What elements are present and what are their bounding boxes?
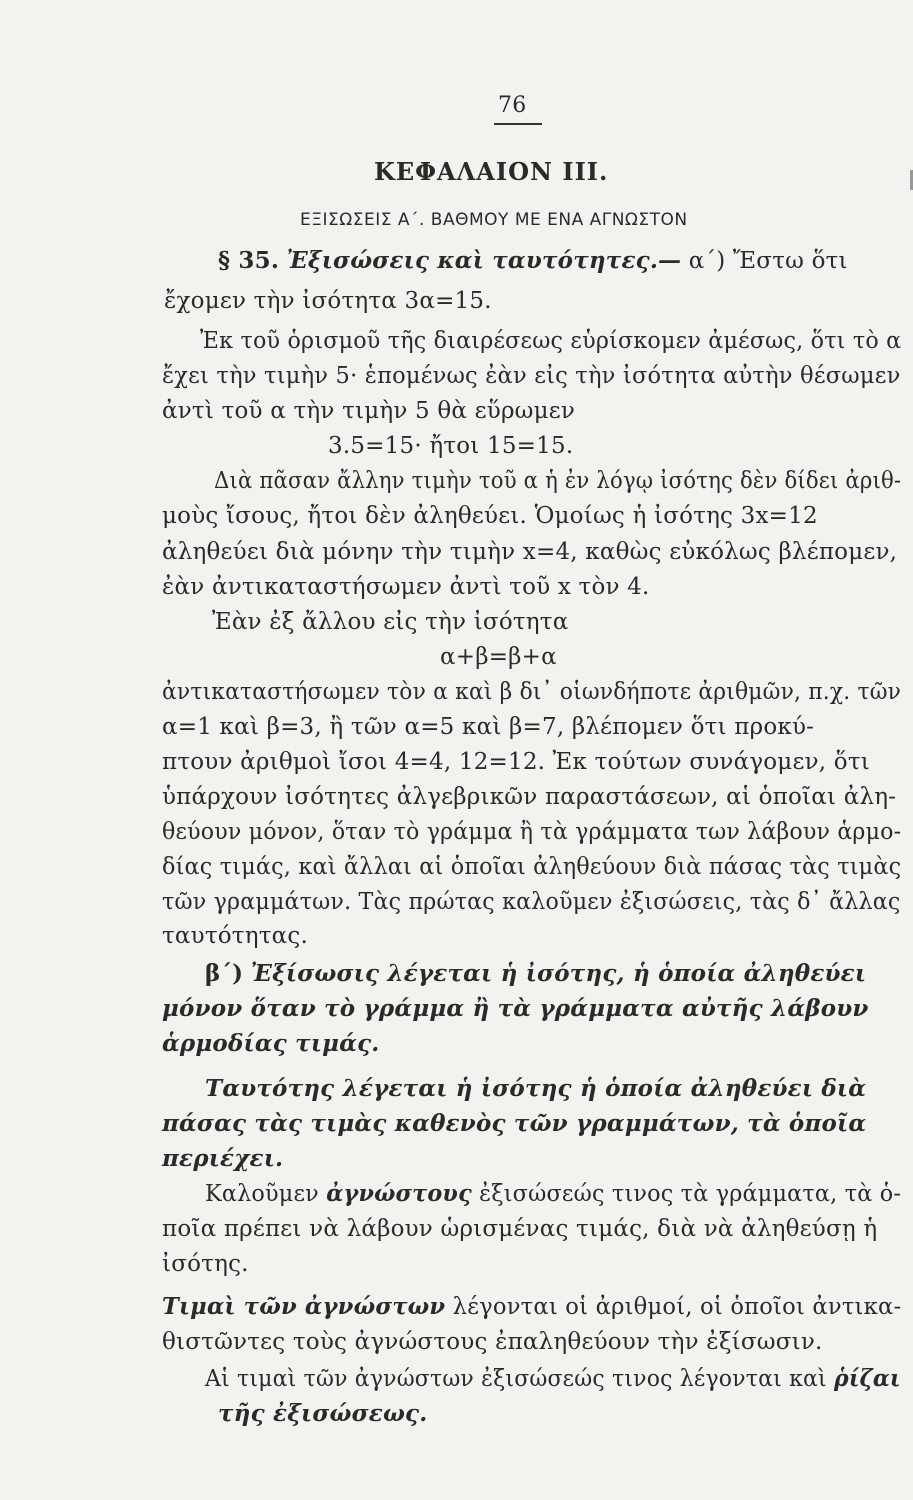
section-heading: Ἐξισώσεις καὶ ταυτότητες.— xyxy=(286,247,682,274)
definition-identity-line-3: περιέχει. xyxy=(162,1145,284,1172)
text-line-19: ταυτότητας. xyxy=(162,923,308,949)
text-line-18: τῶν γραμμάτων. Τὰς πρώτας καλοῦμεν ἐξισώσεις, τὰς δ᾽ ἄλλας xyxy=(162,889,901,915)
values-term: Τιμαὶ τῶν ἀγνώστων xyxy=(162,1293,446,1320)
definition-label: β΄) xyxy=(205,960,244,987)
section-intro: α΄) Ἔστω ὅτι xyxy=(688,248,848,274)
definition-equation-line-1 xyxy=(205,960,866,988)
text-line-17: δίας τιμάς, καὶ ἄλλαι αἱ ὁποῖαι ἀληθεύουν διὰ πάσας τὰς τιμὰς xyxy=(162,854,902,880)
values-line-1 xyxy=(162,1293,901,1321)
page-number: 76 xyxy=(498,93,527,118)
roots-line-2: τῆς ἐξισώσεως. xyxy=(218,1400,428,1427)
definition-identity-line-1: Ταυτότης λέγεται ἡ ἰσότης ἡ ὁποία ἀληθεύει διὰ xyxy=(205,1075,867,1102)
text-line-4: ἀντὶ τοῦ α τὴν τιμὴν 5 θὰ εὕρωμεν xyxy=(162,398,576,424)
roots-pre: Αἱ τιμαὶ τῶν ἀγνώστων ἐξισώσεώς τινος λέγονται καὶ xyxy=(205,1366,827,1392)
text-line-8: ἀληθεύει διὰ μόνην τὴν τιμὴν x=4, καθὼς εὐκόλως βλέπομεν, xyxy=(162,539,898,565)
text-line-14: πτουν ἀριθμοὶ ἴσοι 4=4, 12=12. Ἐκ τούτων συνάγομεν, ὅτι xyxy=(162,749,870,775)
values-line-2: θιστῶντες τοὺς ἀγνώστους ἐπαληθεύουν τὴν ἐξίσωσιν. xyxy=(162,1329,823,1355)
definition-equation-line-2: μόνον ὅταν τὸ γράμμα ἢ τὰ γράμματα αὐτῆς λάβουν xyxy=(162,995,869,1022)
unknowns-line-3: ἰσότης. xyxy=(162,1251,249,1277)
definition-equation-a: Ἐξίσωσις λέγεται ἡ ἰσότης, ἡ ὁποία ἀληθεύει xyxy=(250,960,867,987)
text-line-13: α=1 καὶ β=3, ἢ τῶν α=5 καὶ β=7, βλέπομεν ὅτι προκύ- xyxy=(162,714,815,740)
section-mark: § 35. xyxy=(218,247,280,274)
text-line-12: ἀντικαταστήσωμεν τὸν α καὶ β δι᾽ οἱωνδήποτε ἀριθμῶν, π.χ. τῶν xyxy=(162,679,902,705)
text-line-11: α+β=β+α xyxy=(440,644,557,670)
text-line-6: Διὰ πᾶσαν ἄλλην τιμὴν τοῦ α ἡ ἐν λόγῳ ἰσότης δὲν δίδει ἀριθ- xyxy=(214,468,902,494)
values-post: λέγονται οἱ ἀριθμοί, οἱ ὁποῖοι ἀντικα- xyxy=(452,1294,902,1320)
chapter-subtitle: ΕΞΙΣΩΣΕΙΣ Α΄. ΒΑΘΜΟΥ ΜΕ ΕΝΑ ΑΓΝΩΣΤΟΝ xyxy=(300,210,688,230)
text-line-15: ὑπάρχουν ἰσότητες ἀλγεβρικῶν παραστάσεων, αἱ ὁποῖαι ἀλη- xyxy=(162,784,897,810)
definition-equation-line-3: ἁρμοδίας τιμάς. xyxy=(162,1030,380,1057)
unknowns-post: ἐξισώσεώς τινος τὰ γράμματα, τὰ ὁ- xyxy=(479,1181,902,1207)
text-line-3: ἔχει τὴν τιμὴν 5· ἑπομένως ἐὰν εἰς τὴν ἰσότητα αὐτὴν θέσωμεν xyxy=(162,363,901,389)
page-number-rule xyxy=(494,123,542,125)
text-line-10: Ἐὰν ἐξ ἄλλου εἰς τὴν ἰσότητα xyxy=(212,609,569,635)
text-line-7: μοὺς ἴσους, ἤτοι δὲν ἀληθεύει. Ὁμοίως ἡ ἰσότης 3x=12 xyxy=(162,503,818,529)
unknowns-term: ἀγνώστους xyxy=(326,1180,472,1207)
roots-term: ῥίζαι xyxy=(834,1365,901,1392)
chapter-title: ΚΕΦΑΛΑΙΟΝ III. xyxy=(374,157,609,186)
text-line-5: 3.5=15· ἤτοι 15=15. xyxy=(328,433,574,459)
text-line-9: ἐὰν ἀντικαταστήσωμεν ἀντὶ τοῦ x τὸν 4. xyxy=(162,574,650,600)
unknowns-line-2: ποῖα πρέπει νὰ λάβουν ὡρισμένας τιμάς, διὰ νὰ ἀληθεύσῃ ἡ xyxy=(162,1216,878,1242)
section-heading-line xyxy=(218,247,848,275)
text-line-16: θεύουν μόνον, ὅταν τὸ γράμμα ἢ τὰ γράμματα των λάβουν ἁρμο- xyxy=(162,819,902,845)
definition-identity-line-2: πάσας τὰς τιμὰς καθενὸς τῶν γραμμάτων, τὰ ὁποῖα xyxy=(162,1110,867,1137)
unknowns-line-1 xyxy=(205,1180,901,1208)
unknowns-pre: Καλοῦμεν xyxy=(205,1181,319,1207)
text-line-1: ἔχομεν τὴν ἰσότητα 3α=15. xyxy=(164,288,492,314)
text-line-2: Ἐκ τοῦ ὁρισμοῦ τῆς διαιρέσεως εὑρίσκομεν ἀμέσως, ὅτι τὸ α xyxy=(200,328,902,354)
roots-line-1 xyxy=(205,1365,901,1393)
